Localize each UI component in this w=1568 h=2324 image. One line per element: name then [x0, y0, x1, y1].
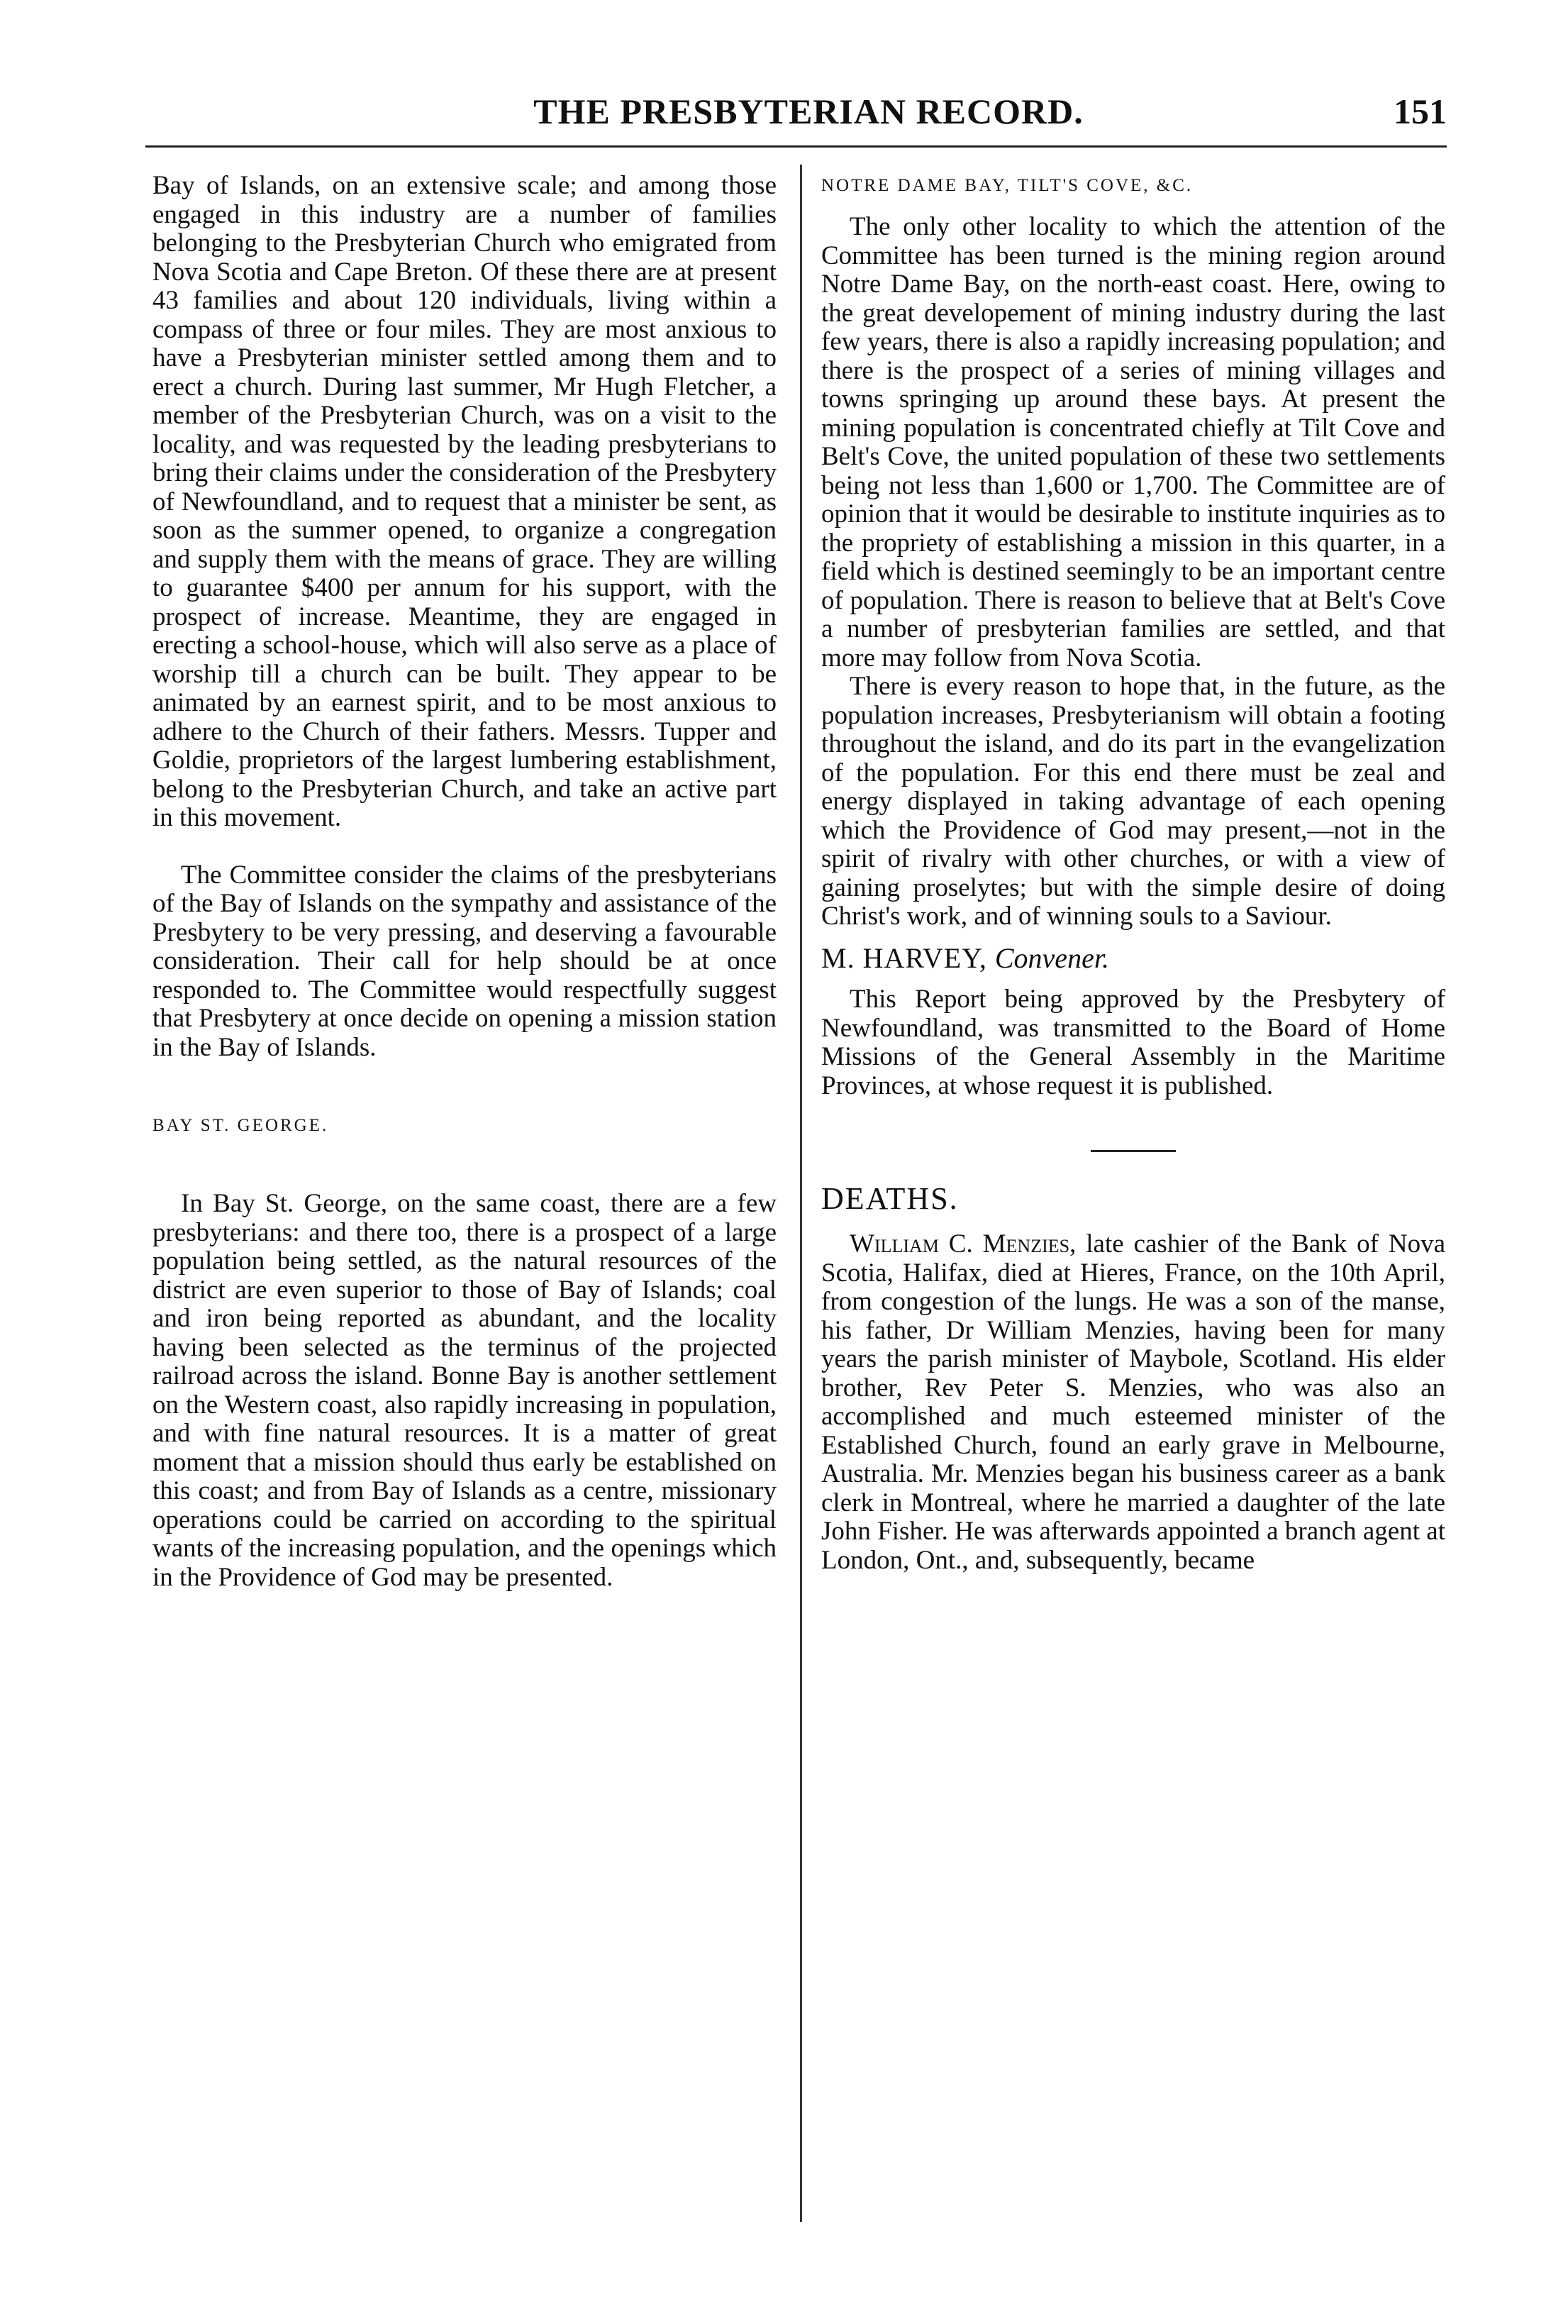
obituary-text: late cashier of the Bank of Nova Scotia, Halifax, died at Hieres, France, on the 10th April, from congestion of the lungs. He was a son of the manse, his father, Dr William Menzies, having been for many years the parish minister of Maybole, Scotland. His elder brother, Rev Peter S. Menzies, who was also an accomplished and much esteemed minister of the Established Church, found an early grave in Melbourne, Australia. Mr. Menzies began his business career as a bank clerk in Montreal, where he married a daughter of the late John Fisher. He was afterwards appointed a branch agent at London, Ont., and, subsequently, became — [821, 1229, 1445, 1575]
body-paragraph: Bay of Islands, on an extensive scale; and among those engaged in this industry are a number of families belonging to the Presbyterian Church who emigrated from Nova Scotia and Cape Breton. Of these there are at present 43 families and about 120 individuals, living within a compass of three or four miles. They are most anxious to have a Presbyterian minister settled among them and to erect a church. During last summer, Mr Hugh Fletcher, a member of the Presbyterian Church, was on a visit to the locality, and was requested by the leading presbyterians to bring their claims under the consideration of the Presbytery of Newfoundland, and to request that a minister be sent, as soon as the summer opened, to organize a congregation and supply them with the means of grace. They are willing to guarantee $400 per annum for his support, with the prospect of increase. Meantime, they are engaged in erecting a school-house, which will also serve as a place of worship till a church can be built. They appear to be animated by an earnest spirit, and to be most anxious to adhere to the Church of their fathers. Messrs. Tupper and Goldie, proprietors of the largest lumbering establishment, belong to the Presbyterian Church, and take an active part in this movement. — [152, 171, 777, 832]
signature-role: Convener. — [994, 941, 1109, 974]
running-header — [0, 91, 1568, 148]
column-divider — [800, 165, 802, 2222]
obituary-name: William C. Menzies, — [850, 1229, 1077, 1258]
body-paragraph: This Report being approved by the Presbytery of Newfoundland, was transmitted to the Board of Home Missions of the General Assembly in the Maritime Provinces, at whose request it is published. — [821, 985, 1445, 1100]
deaths-heading: DEATHS. — [821, 1181, 959, 1216]
page-number: 151 — [1394, 92, 1447, 131]
body-paragraph: In Bay St. George, on the same coast, there are a few presbyterians: and there too, there is a prospect of a large population being settled, as the natural resources of the district are even superior to those of Bay of Islands; coal and iron being reported as abundant, and the locality having been selected as the terminus of the projected railroad across the island. Bonne Bay is another settlement on the Western coast, also rapidly increasing in population, and with fine natural resources. It is a matter of great moment that a mission should thus early be established on this coast; and from Bay of Islands as a centre, missionary operations could be carried on according to the spiritual wants of the increasing population, and the openings which in the Providence of God may be presented. — [152, 1189, 777, 1592]
section-heading: NOTRE DAME BAY, TILT'S COVE, &C. — [821, 176, 1194, 195]
signature-name: M. HARVEY, — [821, 941, 987, 974]
right-column — [821, 172, 1445, 1575]
body-paragraph: The Committee consider the claims of the presbyterians of the Bay of Islands on the sympathy and assistance of the Presbytery to be very pressing, and deserving a favourable consideration. Their call for help should be at once responded to. The Committee would respectfully suggest that Presbytery at once decide on opening a mission station in the Bay of Islands. — [152, 860, 777, 1062]
left-column — [152, 172, 777, 1592]
header-rule — [145, 145, 1447, 148]
journal-title: THE PRESBYTERIAN RECORD. — [533, 92, 1084, 131]
section-heading: BAY ST. GEORGE. — [152, 1116, 329, 1135]
body-paragraph: There is every reason to hope that, in the future, as the population increases, Presbyterianism will obtain a footing throughout the island, and do its part in the evangelization of the population. For this end there must be zeal and energy displayed in taking advantage of each opening which the Providence of God may present,—not in the spirit of rivalry with other churches, or with a view of gaining proselytes; but with the simple desire of doing Christ's work, and of winning souls to a Saviour. — [821, 672, 1445, 931]
body-paragraph: The only other locality to which the attention of the Committee has been turned is the mining region around Notre Dame Bay, on the north-east coast. Here, owing to the great developement of mining industry during the last few years, there is also a rapidly increasing population; and there is the prospect of a series of mining villages and towns springing up around these bays. At present the mining population is concentrated chiefly at Tilt Cove and Belt's Cove, the united population of these two settlements being not less than 1,600 or 1,700. The Committee are of opinion that it would be desirable to institute inquiries as to the propriety of establishing a mission in this quarter, in a field which is destined seemingly to be an important centre of population. There is reason to believe that at Belt's Cove a number of presbyterian families are settled, and that more may follow from Nova Scotia. — [821, 212, 1445, 673]
signature — [821, 941, 1445, 974]
obituary-paragraph — [821, 1230, 1445, 1575]
